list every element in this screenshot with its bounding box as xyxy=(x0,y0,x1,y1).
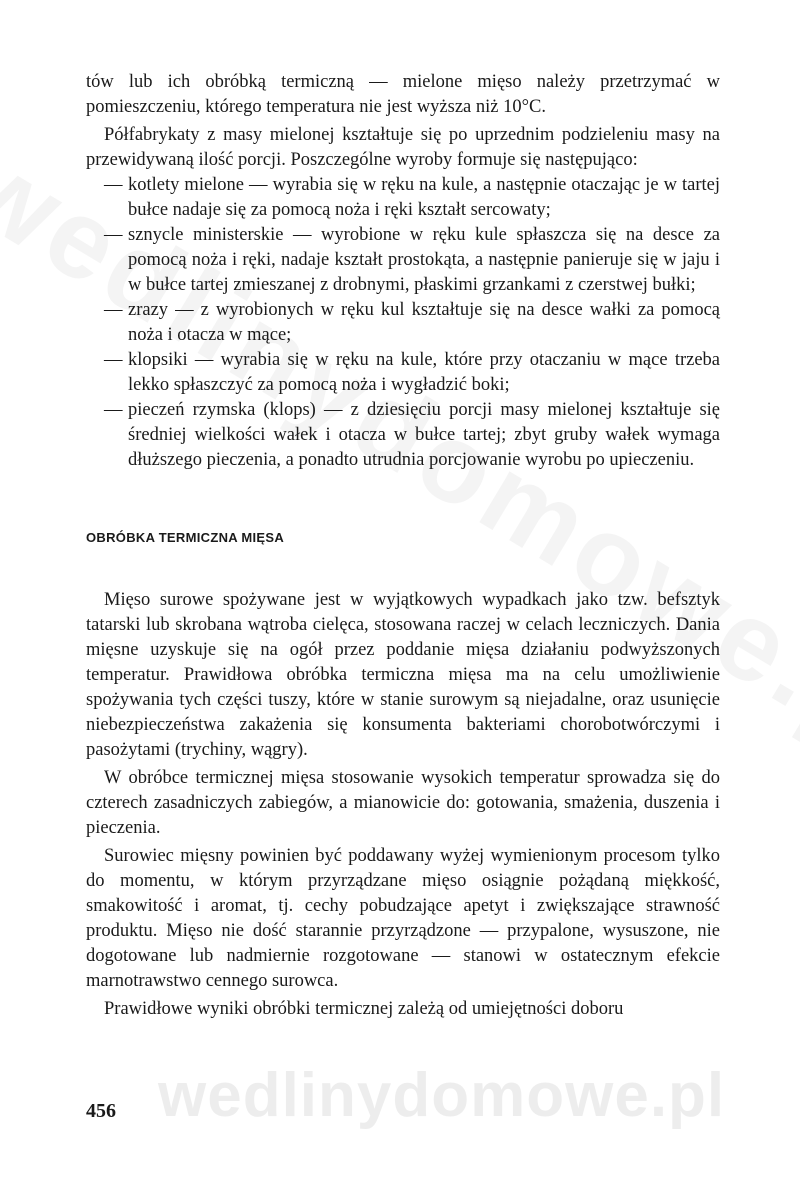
dash-bullet: — xyxy=(104,300,123,320)
list-item xyxy=(86,173,720,223)
list-item xyxy=(86,348,720,398)
section-paragraph: Prawidłowe wyniki obróbki termicznej zależą od umiejętności doboru xyxy=(104,999,624,1019)
dash-bullet: — xyxy=(104,175,123,195)
list-item-text: klopsiki — wyrabia się w ręku na kule, które przy otaczaniu w mące trzeba lekko spłaszczyć za pomocą noża i wygładzić boki; xyxy=(128,350,720,395)
page-number: 456 xyxy=(86,1100,116,1122)
list-item-text: kotlety mielone — wyrabia się w ręku na kule, a następnie otaczając je w tartej bułce nadaje się za pomocą noża i ręki kształt sercowaty; xyxy=(128,175,720,220)
section-paragraph: W obróbce termicznej mięsa stosowanie wysokich temperatur sprowadza się do czterech zasadniczych zabiegów, a mianowicie do: gotowania, smażenia, duszenia i pieczenia. xyxy=(86,768,720,838)
list-item xyxy=(86,398,720,473)
list-item-text: zrazy — z wyrobionych w ręku kul kształtuje się na desce wałki za pomocą noża i otacza w mące; xyxy=(128,300,720,345)
list-item-text: pieczeń rzymska (klops) — z dziesięciu porcji masy mielonej kształtuje się średniej wielkości wałek i otacza w bułce tartej; zbyt gruby wałek wymaga dłuższego pieczenia, a ponadto utrudnia porcjowanie wyrobu po upieczeniu. xyxy=(128,400,720,470)
dash-bullet: — xyxy=(104,350,123,370)
list-item xyxy=(86,223,720,298)
forming-methods-list xyxy=(86,173,720,473)
list-item xyxy=(86,298,720,348)
section-paragraph: Surowiec mięsny powinien być poddawany wyżej wymienionym procesom tylko do momentu, w którym przyrządzane mięso osiągnie pożądaną miękkość, smakowitość i aromat, tj. cechy pobudzające apetyt i zwiększające strawność produktu. Mięso nie dość starannie przyrządzone — przypalone, wysuszone, nie dogotowane lub nadmiernie rozgotowane — stanowi w ostatecznym efekcie marnotrawstwo cennego surowca. xyxy=(86,846,720,991)
list-item-text: sznycle ministerskie — wyrobione w ręku kule spłaszcza się na desce za pomocą noża i ręki, nadaje kształt prostokąta, a następnie panieruje się w jaju i w bułce tartej zmieszanej z drobnymi, płaskimi grzankami z czerstwej bułki; xyxy=(128,225,720,295)
watermark-footer: wedlinydomowe.pl xyxy=(158,1061,726,1130)
section-paragraph: Mięso surowe spożywane jest w wyjątkowych wypadkach jako tzw. befsztyk tatarski lub skrobana wątroba cielęca, stosowana raczej w celach leczniczych. Dania mięsne uzyskuje się na ogół przez poddanie mięsa działaniu podwyższonych temperatur. Prawidłowa obróbka termiczna mięsa ma na celu umożliwienie spożywania tych części tuszy, które w stanie surowym są niejadalne, oraz usunięcie niebezpieczeństwa zakażenia się konsumenta bakteriami chorobotwórczymi i pasożytami (trychiny, wągry). xyxy=(86,590,720,760)
intro-continuation: tów lub ich obróbką termiczną — mielone mięso należy przetrzymać w pomieszczeniu, którego temperatura nie jest wyższa niż 10°C. xyxy=(86,72,720,117)
dash-bullet: — xyxy=(104,225,123,245)
section-heading: OBRÓBKA TERMICZNA MIĘSA xyxy=(86,530,285,545)
intro-paragraph: Półfabrykaty z masy mielonej kształtuje się po uprzednim podzieleniu masy na przewidywaną ilość porcji. Poszczególne wyroby formuje się następująco: xyxy=(86,125,720,170)
page-body xyxy=(86,70,720,1022)
dash-bullet: — xyxy=(104,400,123,420)
